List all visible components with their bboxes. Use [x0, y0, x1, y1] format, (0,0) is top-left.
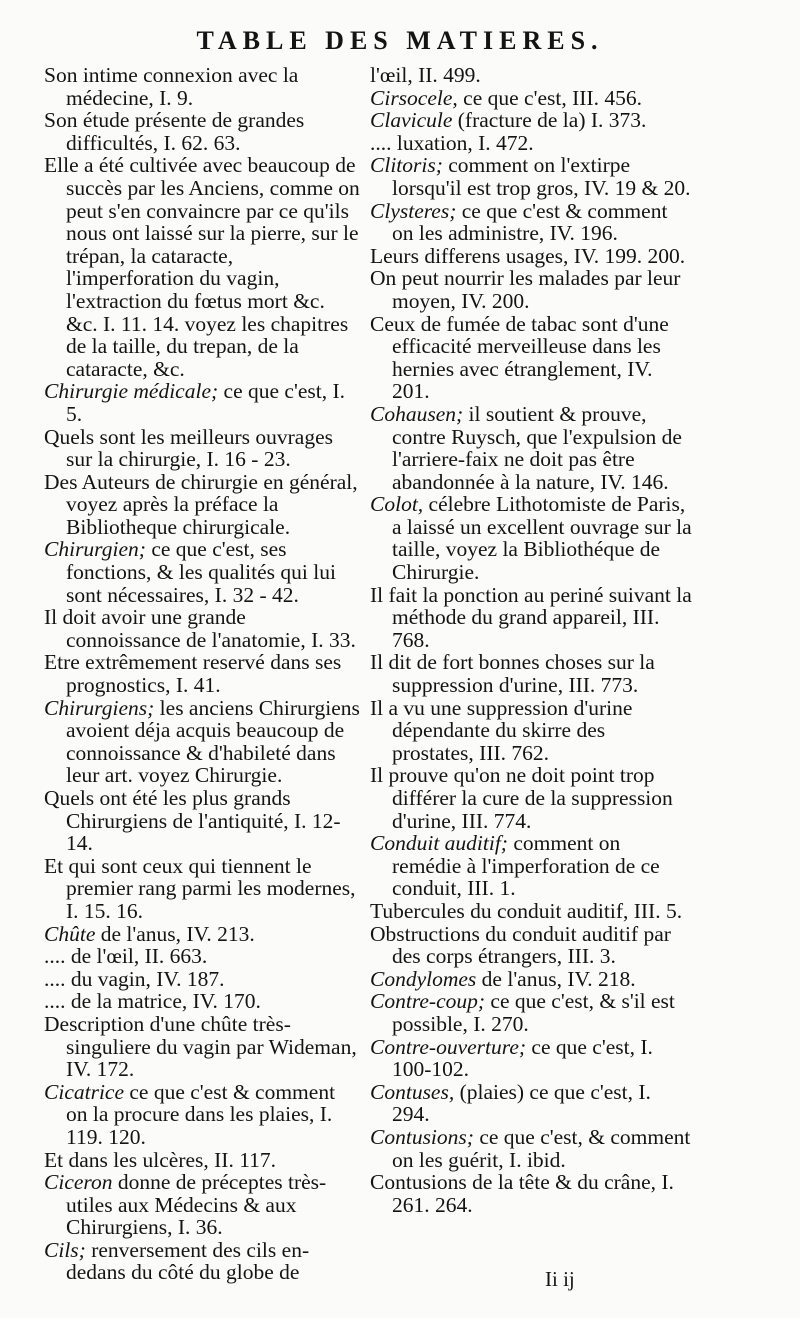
- index-entry: [370, 651, 692, 696]
- entry-term: Clysteres;: [370, 198, 457, 223]
- entry-text: comment on remédie à l'imperforation de ce conduit, III. 1.: [392, 831, 660, 901]
- index-entry: [44, 606, 360, 651]
- entry-text: il soutient & prouve, contre Ruysch, que l'expulsion de l'arriere-faix ne doit pas être abandonnée à la nature, IV. 146.: [392, 401, 682, 494]
- index-entry: [370, 832, 692, 900]
- entry-term: Cohausen;: [370, 401, 464, 426]
- index-entry: [370, 900, 692, 923]
- entry-term: Condylomes: [370, 966, 477, 991]
- index-entry: [44, 538, 360, 606]
- index-entry: [370, 132, 692, 155]
- entry-term: Clavicule: [370, 108, 453, 133]
- entry-text: ce que c'est & comment on la procure dans les plaies, I. 119. 120.: [66, 1079, 336, 1149]
- index-entry: [370, 493, 692, 583]
- index-entry: [370, 1036, 692, 1081]
- index-entry: [44, 990, 360, 1013]
- page-header: TABLE DES MATIERES.: [196, 26, 604, 55]
- index-entry: [370, 1171, 692, 1216]
- right-column: [370, 64, 692, 1216]
- index-entry: [370, 245, 692, 268]
- index-entry: [370, 1081, 692, 1126]
- entry-text: célebre Lithotomiste de Paris, a laissé un excellent ouvrage sur la taille, voyez la Bibliothéque de Chirurgie.: [392, 492, 692, 585]
- entry-term: Cicatrice: [44, 1079, 125, 1104]
- entry-text: Il fait la ponction au periné suivant la méthode du grand appareil, III. 768.: [370, 582, 692, 652]
- index-entry: [370, 697, 692, 765]
- entry-term: Cils;: [44, 1237, 86, 1262]
- index-entry: [44, 1239, 360, 1284]
- entry-text: ce que c'est, & comment on les guérit, I. ibid.: [392, 1124, 691, 1172]
- index-entry: [370, 923, 692, 968]
- entry-text: Il a vu une suppression d'urine dépendante du skirre des prostates, III. 762.: [370, 695, 633, 765]
- entry-text: Il doit avoir une grande connoissance de l'anatomie, I. 33.: [44, 605, 356, 652]
- entry-text: .... de l'œil, II. 663.: [44, 944, 208, 969]
- entry-term: Chirurgien;: [44, 537, 146, 562]
- entry-text: l'œil, II. 499.: [370, 63, 481, 87]
- entry-term: Chirurgiens;: [44, 695, 155, 720]
- index-entry: [44, 1013, 360, 1081]
- entry-text: les anciens Chirurgiens avoient déja acquis beaucoup de connoissance & d'habileté dans leur art. voyez Chirurgie.: [66, 695, 360, 788]
- entry-text: Obstructions du conduit auditif par des corps étrangers, III. 3.: [370, 921, 671, 969]
- entry-term: Contusions;: [370, 1124, 474, 1149]
- entry-text: renversement des cils en-dedans du côté du globe de: [66, 1237, 310, 1285]
- entry-text: de l'anus, IV. 213.: [95, 921, 255, 946]
- index-entry: [44, 154, 360, 380]
- entry-text: Leurs differens usages, IV. 199. 200.: [370, 243, 686, 268]
- index-entry: [370, 968, 692, 991]
- index-entry: [44, 471, 360, 539]
- index-entry: [44, 1171, 360, 1239]
- entry-text: Il dit de fort bonnes choses sur la suppression d'urine, III. 773.: [370, 650, 655, 698]
- index-entry: [44, 380, 360, 425]
- entry-text: donne de préceptes très-utiles aux Médecins & aux Chirurgiens, I. 36.: [66, 1170, 327, 1240]
- index-entry: [44, 109, 360, 154]
- index-entry: [44, 651, 360, 696]
- entry-text: Il prouve qu'on ne doit point trop différer la cure de la suppression d'urine, III. 774.: [370, 763, 673, 833]
- index-entry: [370, 200, 692, 245]
- entry-term: Clitoris;: [370, 153, 443, 178]
- index-entry: [370, 764, 692, 832]
- index-entry: [44, 64, 360, 109]
- index-entry: [44, 787, 360, 855]
- entry-text: .... de la matrice, IV. 170.: [44, 989, 261, 1014]
- entry-term: Chûte: [44, 921, 96, 946]
- entry-text: comment on l'extirpe lorsqu'il est trop gros, IV. 19 & 20.: [392, 153, 691, 200]
- index-entry: [370, 64, 692, 87]
- entry-text: .... du vagin, IV. 187.: [44, 966, 225, 991]
- entry-text: Des Auteurs de chirurgie en général, voyez après la préface la Bibliotheque chirurgicale.: [44, 469, 358, 539]
- entry-term: Ciceron: [44, 1170, 113, 1195]
- index-entry: [44, 1149, 360, 1172]
- index-entry: [44, 923, 360, 946]
- index-entry: [370, 313, 692, 403]
- entry-text: ce que c'est, III. 456.: [457, 85, 642, 110]
- entry-text: Contusions de la tête & du crâne, I. 261. 264.: [370, 1170, 674, 1217]
- index-entry: [370, 403, 692, 493]
- entry-text: Son étude présente de grandes difficultés, I. 62. 63.: [44, 108, 305, 155]
- entry-text: Elle a été cultivée avec beaucoup de succès par les Anciens, comme on peut s'en convaincre par ce qu'ils nous ont laissé sur la pierre, sur le trépan, la cataracte, l'imperforation du vagin, l'extraction du fœtus mort &c. &c. I. 11. 14. voyez les chapitres de la taille, du trepan, de la cataracte, &c.: [44, 153, 360, 381]
- entry-text: ce que c'est, ses fonctions, & les qualités qui lui sont nécessaires, I. 32 - 42.: [66, 537, 336, 607]
- entry-text: Ceux de fumée de tabac sont d'une efficacité merveilleuse dans les hernies avec étranglement, IV. 201.: [370, 311, 669, 404]
- entry-term: Colot,: [370, 492, 424, 517]
- entry-text: Description d'une chûte très-singuliere du vagin par Wideman, IV. 172.: [44, 1011, 357, 1082]
- entry-text: Quels sont les meilleurs ouvrages sur la chirurgie, I. 16 - 23.: [44, 424, 334, 472]
- entry-text: Tubercules du conduit auditif, III. 5.: [370, 898, 683, 923]
- index-entry: [44, 855, 360, 923]
- entry-term: Contuses,: [370, 1079, 455, 1104]
- index-entry: [44, 968, 360, 991]
- entry-text: .... luxation, I. 472.: [370, 130, 534, 155]
- entry-text: On peut nourrir les malades par leur moyen, IV. 200.: [370, 266, 681, 313]
- entry-text: ce que c'est, & s'il est possible, I. 270.: [392, 989, 675, 1036]
- index-entry: [370, 87, 692, 110]
- index-entry: [44, 426, 360, 471]
- entry-text: ce que c'est, I. 5.: [66, 379, 345, 426]
- index-entry: [370, 109, 692, 132]
- index-entry: [370, 267, 692, 312]
- entry-text: de l'anus, IV. 218.: [476, 966, 636, 991]
- index-entry: [370, 990, 692, 1035]
- index-entry: [370, 1126, 692, 1171]
- entry-text: ce que c'est, I. 100-102.: [392, 1034, 653, 1082]
- entry-text: Son intime connexion avec la médecine, I. 9.: [44, 63, 299, 110]
- entry-text: ce que c'est & comment on les administre, IV. 196.: [392, 198, 668, 246]
- signature-mark: Ii ij: [545, 1267, 575, 1291]
- entry-text: (fracture de la) I. 373.: [452, 108, 647, 133]
- entry-text: Quels ont été les plus grands Chirurgiens de l'antiquité, I. 12-14.: [44, 786, 341, 856]
- index-entry: [44, 945, 360, 968]
- entry-term: Chirurgie médicale;: [44, 379, 219, 404]
- index-entry: [370, 584, 692, 652]
- index-entry: [44, 1081, 360, 1149]
- entry-term: Conduit auditif;: [370, 831, 508, 856]
- entry-text: (plaies) ce que c'est, I. 294.: [392, 1079, 651, 1127]
- left-column: [44, 64, 360, 1284]
- index-entry: [44, 697, 360, 787]
- entry-text: Et dans les ulcères, II. 117.: [44, 1147, 277, 1172]
- index-entry: [370, 154, 692, 199]
- entry-text: Et qui sont ceux qui tiennent le premier rang parmi les modernes, I. 15. 16.: [44, 853, 356, 923]
- entry-term: Cirsocele,: [370, 85, 458, 110]
- entry-text: Etre extrêmement reservé dans ses prognostics, I. 41.: [44, 650, 342, 698]
- entry-term: Contre-coup;: [370, 989, 486, 1014]
- entry-term: Contre-ouverture;: [370, 1034, 527, 1059]
